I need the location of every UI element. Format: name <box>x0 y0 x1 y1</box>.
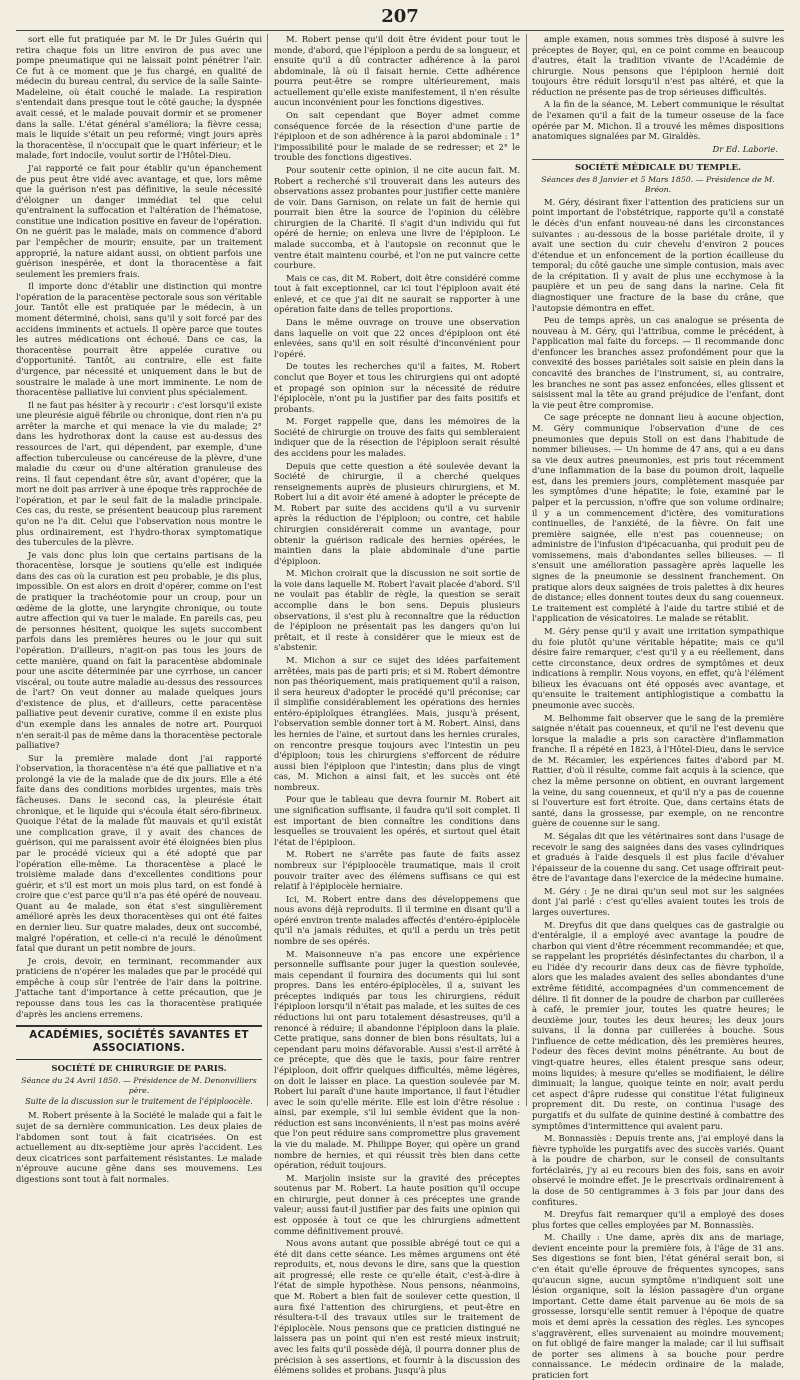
paragraph: M. Géry : Je ne dirai qu'un seul mot sur les saignées dont j'ai parlé : c'est qu'elles avaient toutes les trois de larges ouvertures. <box>532 885 784 917</box>
paragraph: M. Robert pense qu'il doit être évident pour tout le monde, d'abord, que l'épiploon a perdu de sa longueur, et ensuite qu'il a dû contracter adhérence à la paroi abdominale, là où il faisait hernie. Cette adhérence pourra peut-être se rompre ultérieurement, mais actuellement qu'elle existe manifestement, il n'en résulte aucun inconvénient pour les fonctions digestives. <box>274 34 520 108</box>
paragraph: M. Chailly : Une dame, après dix ans de mariage, devient enceinte pour la première fois, à l'âge de 31 ans. Ses digestions se font bien, l'état général serait bon, si c'en était qu'elle éprouve de fréquentes syncopes, sans qu'aucun signe, aucun symptôme n'indiquent soit une lésion organique, soit la lésion passagère d'un organe important. Cette dame était parvenue au 6e mois de sa grossesse, lorsqu'elle sentit remuer à l'époque de quatre mois et demi après la cessation des règles. Les syncopes s'aggravèrent, elles survenaient au moindre mouvement; on fut obligé de faire manger la malade; car il lui suffisait de porter ses alimens à sa bouche pour perdre connaissance. Le médecin ordinaire de la malade, praticien fort <box>532 1232 784 1380</box>
paragraph: Ici, M. Robert entre dans des développemens que nous avons déjà reproduits. Il il termine en disant qu'il a opéré environ trente malades affectés d'entéro-épiplocèle qu'il n'a jamais réduites, et qu'il a perdu un très petit nombre de ses opérés. <box>274 893 520 946</box>
header-rule <box>16 30 784 31</box>
paragraph: De toutes les recherches qu'il a faites, M. Robert conclut que Boyer et tous les chirurgiens qui ont adopté et propagé son opinion sur la nécessité de réduire l'épiplocèle, n'ont pu la justifier par des faits positifs et probants. <box>274 361 520 414</box>
paragraph: Ce sage précepte ne donnant lieu à aucune objection, M. Géry communique l'observation d'une de ces pneumonies que depuis Stoll on est dans l'habitude de nommer bilieuses. — Un homme de 47 ans, qui a eu dans sa vie deux autres pneumonies, est pris tout récemment d'une inflammation de la base du poumon droit, laquelle est, dans les premiers jours, complètement masquée par les symptômes d'une hépatite; le foie, examiné par le palper et la percussion, n'offre que son volume ordinaire; il y a un commencement d'ictère, des vomiturations continuelles, de l'anxiété, de la fièvre. On fait une première saignée, elle n'est pas couenneuse; on administre de l'infusion d'ipécacuanha, qui produit peu de vomissemens, mais d'abondantes selles bilieuses. — Il s'ensuit une amélioration passagère après laquelle les signes de la pneumonie se dessinent franchement. On pratique alors deux saignées de trois palettes à dix heures de distance; elles donnent toutes deux du sang couenneux. Le traitement est complété à l'aide du tartre stibié et de l'application de vésicatoires. Le malade se rétablit. <box>532 412 784 624</box>
column-1 <box>16 34 262 1184</box>
seance-line: Séance du 24 Avril 1850. — Présidence de M. Denonvilliers père. <box>21 1075 257 1095</box>
seance-line: Séances des 8 Janvier et 5 Mars 1850. — Présidence de M. Bréon. <box>541 175 775 194</box>
paragraph: ample examen, nous sommes très disposé à suivre les préceptes de Boyer, qui, en ce point comme en beaucoup d'autres, était la tradition vivante de l'Académie de chirurgie. Nous pensons que l'épiploon hernié doit toujours être réduit lorsqu'il n'est pas altéré, et que la réduction ne présente pas de trop sérieuses difficultés. <box>532 34 784 97</box>
page-number: 207 <box>381 6 419 27</box>
column-divider <box>526 34 527 1106</box>
paragraph: M. Ségalas dit que les vétérinaires sont dans l'usage de recevoir le sang des saignées dans des vases cylindriques et gradués à l'aide desquels il est plus facile d'évaluer l'épaisseur de la couenne du sang. Cet usage offrirait peut-être de l'avantage dans l'exercice de la médecine humaine. <box>532 830 784 884</box>
paragraph: Il importe donc d'établir une distinction qui montre l'opération de la paracentèse pectorale sous son véritable jour. Tantôt elle est pratiquée par le médecin, à un moment déterminé, choisi, sans qu'il y soit forcé par des accidens imminents et actuels. Il opère parce que toutes les autres médications ont échoué. Dans ce cas, la thoracentèse pourrait être appelée curative ou d'opportunité. Tantôt, au contraire, elle est faite d'urgence, par nécessité et uniquement dans le but de soustraire le malade à une mort imminente. Le nom de thoracentèse palliative lui convient plus spécialement. <box>16 281 262 398</box>
paragraph: M. Dreyfus fait remarquer qu'il a employé des doses plus fortes que celles employées par M. Bonnassiès. <box>532 1209 784 1230</box>
paragraph: Je vais donc plus loin que certains partisans de la thoracentèse, lorsque je soutiens qu'elle est indiquée dans des cas où la curation est peu probable, je dis plus, impossible. On est alors en droit d'opérer, comme on l'est de pratiquer la trachéotomie pour un croup, pour un œdème de la glotte, une laryngite chronique, ou toute autre affection qui va tuer le malade. En pareils cas, peu de personnes hésitent, quoique les sujets succombent parfois dans les premières heures ou le jour qui suit l'opération. D'ailleurs, n'agit-on pas tous les jours de cette manière, quand on fait la paracentèse abdominale pour une ascite déterminée par une cyrrhose, un cancer viscéral, ou toute autre maladie au-dessus des ressources de l'art? On veut donner au malade quelques jours d'existence de plus, et d'ailleurs, cette paracentèse palliative peut devenir curative, comme il en existe plus d'un exemple dans les annales de notre art. Pourquoi n'en serait-il pas de même dans la thoracentèse pectorale palliative? <box>16 549 262 751</box>
paragraph: M. Marjolin insiste sur la gravité des préceptes soutenus par M. Robert. La haute position qu'il occupe en chirurgie, peut donner à ces préceptes une grande valeur; aussi faut-il justifier par des faits une opinion qui est opposée à tout ce que les chirurgiens admettent comme définitivement prouvé. <box>274 1172 520 1236</box>
paragraph: M. Dreyfus dit que dans quelques cas de gastralgie ou d'entéralgie, il a employé avec avantage la poudre de charbon qui vient d'être récemment recommandée; et que, se rappelant les propriétés désinfectantes du charbon, il a eu l'idée d'y recourir dans deux cas de fièvre typhoïde, alors que les malades avaient des selles abondantes d'une extrême fétidité, accompagnées d'un commencement de délire. Il fit donner de la poudre de charbon par cuillerées à café, le premier jour, toutes les quatre heures; le deuxième jour, toutes les deux heures; les deux jours suivans, il la donna par cuillerées à bouche. Sous l'influence de cette médication, dès les premières heures, l'odeur des fèces devint moins pénétrante. Au bout de vingt-quatre heures, elles étaient presque sans odeur, moins liquides; à mesure qu'elles se modifiaient, le délire diminuait; la langue, quoique teinte en noir, avait perdu cet aspect d'âpre rudesse qui constitue l'état fuligineux proprement dit. Du reste, on continua l'usage des purgatifs et du sulfate de quinine destiné à combattre des symptômes d'intermittence qui avaient paru. <box>532 919 784 1131</box>
paragraph: M. Bonnassiès : Depuis trente ans, j'ai employé dans la fièvre typhoïde les purgatifs avec des succès variés. Quant à la poudre de charbon, sur le conseil de consultants fortéclairés, j'y ai eu recours bien des fois, sans en avoir observé le moindre effet. Je le prescrivais ordinairement à la dose de 50 centigrammes à 3 fois par jour dans des confitures. <box>532 1133 784 1207</box>
paragraph: M. Forget rappelle que, dans les mémoires de la Société de chirurgie on trouve des faits qui sembleraient indiquer que de la résection de l'épiploon serait résulté des accidens pour les malades. <box>274 416 520 458</box>
section-heading: ACADÉMIES, SOCIÉTÉS SAVANTES ET ASSOCIATIONS. <box>16 1025 262 1060</box>
column-3 <box>532 34 784 1380</box>
paragraph: Je crois, devoir, en terminant, recommander aux praticiens de n'opérer les malades que par le procédé qui empêche à coup sûr l'entrée de l'air dans la poitrine. J'attache tant d'importance à cette précaution, que je repousse dans tous les cas la thoracentèse pratiquée d'après les anciens erremens. <box>16 955 262 1019</box>
paragraph: A la fin de la séance, M. Lebert communique le résultat de l'examen qu'il a fait de la tumeur osseuse de la face opérée par M. Michon. Il a trouvé les mêmes dispositions anatomiques signalées par M. Giraldès. <box>532 99 784 142</box>
paragraph: sort elle fut pratiquée par M. le Dr Jules Guérin qui retira chaque fois un litre environ de pus avec une pompe pneumatique qui ne laissait point pénétrer l'air. Ce fut à ce moment que je fus chargé, en qualité de médecin du bureau central, du service de la salle Sainte-Madeleine, où était couché le malade. La respiration s'entendait dans presque tout le côté gauche; la dyspnée avait cessé, et le malade pouvait dormir et se promener dans la salle. L'état général s'améliora; la fièvre cessa; mais le liquide s'était un peu reformé; vingt jours après la thoracentèse, il n'occupait que le quart inférieur; et le malade, fort indocile, voulut sortir de l'Hôtel-Dieu. <box>16 34 262 161</box>
author-signature: Dr Ed. Laborie. <box>712 143 778 154</box>
society-title: SOCIÉTÉ MÉDICALE DU TEMPLE. <box>532 159 784 174</box>
paragraph: Dans le même ouvrage on trouve une observation dans laquelle on voit que 22 onces d'épiploon ont été enlevées, sans qu'il en soit résulté d'inconvénient pour l'opéré. <box>274 317 520 359</box>
society-title: SOCIÉTÉ DE CHIRURGIE DE PARIS. <box>51 1063 227 1074</box>
paragraph: M. Géry pense qu'il y avait une irritation sympathique du foie plutôt qu'une véritable hépatite; mais ce qu'il désire faire remarquer, c'est qu'il y a eu réellement, dans cette circonstance, deux ordres de symptômes et deux indications à remplir. Nous voyons, en effet, qu'à l'élément bilieux les évacuans ont été opposés avec avantage, et qu'ensuite le traitement antiphlogistique a combattu la pneumonie avec succès. <box>532 625 784 710</box>
paragraph: M. Belhomme fait observer que le sang de la première saignée n'était pas couenneux, et qu'il ne l'est devenu que lorsque la maladie a pris son caractère d'inflammation franche. Il a répété en 1823, à l'Hôtel-Dieu, dans le service de M. Récamier, les expériences faites d'abord par M. Rattier, d'où il résulte, comme fait acquis à la science, que chez la même personne on obtient, en ouvrant largement la veine, du sang couenneux, et qu'il n'y a pas de couenne si l'ouverture est fort étroite. Que, dans certains états de santé, dans la grossesse, par exemple, on ne rencontre guère de couenne sur le sang. <box>532 712 784 829</box>
paragraph: Depuis que cette question a été soulevée devant la Société de chirurgie, il a cherché quelques renseignements auprès de plusieurs chirurgiens, et M. Robert lui a dit avoir été amené à adopter le précepte de M. Robert par suite des accidens qu'il a vu survenir après la réduction de l'épiploon; ou contre, cet habile chirurgien considérerait comme un avantage, pour obtenir la guérison radicale des hernies opérées, le maintien dans la plaie abdominale d'une partie d'épiploon. <box>274 460 520 566</box>
discussion-topic: Suite de la discussion sur le traitement de l'épiploocèle. <box>25 1097 253 1107</box>
paragraph: M. Michon croirait que la discussion ne soit sortie de la voie dans laquelle M. Robert l'avait placée d'abord. S'il ne voulait pas établir de règle, la question se serait accomplie dans le bon sens. Depuis plusieurs observations, il s'est plu à reconnaître que la réduction de l'épiploon ne présentait pas les dangers qu'on lui prêtait, et il reste à considérer que le mieux est de s'abstenir. <box>274 568 520 653</box>
paragraph: M. Robert présente à la Société le malade qui a fait le sujet de sa dernière communication. Les deux plaies de l'abdomen sont tout à fait cicatrisées. On est actuellement au dix-septième jour après l'accident. Les deux cicatrices sont parfaitement résistantes. Le malade n'éprouve aucune gêne dans ses mouvemens. Les digestions sont tout à fait normales. <box>16 1110 262 1184</box>
column-2 <box>274 34 520 1376</box>
paragraph: Pour que le tableau que devra fournir M. Robert ait une signification suffisante, il faudra qu'il soit complet. Il est important de bien connaître les conditions dans lesquelles se trouvaient les opérés, et surtout quel était l'état de l'épiploon. <box>274 794 520 847</box>
paragraph: M. Michon a sur ce sujet des idées parfaitement arrêtées, mais pas de parti pris; et si M. Robert démontre non pas théoriquement, mais pratiquement qu'il a raison, il sera heureux d'adopter le procédé qu'il préconise; car il simplifie considérablement les opérations des hernies entéro-épiploïques étranglées. Mais, jusqu'à présent, l'observation semble donner tort à M. Robert. Ainsi, dans les hernies de l'aine, et surtout dans les hernies crurales, on rencontre presque toujours avec l'intestin un peu d'épiploon; tous les chirurgiens s'efforcent de réduire aussi bien l'épiploon que l'intestin; dans plus de vingt cas, M. Michon a ainsi fait, et les succès ont été nombreux. <box>274 654 520 792</box>
paragraph: Peu de temps après, un cas analogue se présenta de nouveau à M. Géry, qui l'attribua, comme le précédent, à l'application mal faite du forceps. — Il recommande donc d'enfoncer les branches assez profondément pour que la convexité des bosses pariétales soit saisie en plein dans la concavité des branches de l'instrument, si, au contraire, les branches ne sont pas assez enfoncées, elles glissent et saisissent mal la tête au grand préjudice de l'enfant, dont la vie peut être compromise. <box>532 315 784 410</box>
column-divider <box>267 34 268 1106</box>
paragraph: Mais ce cas, dit M. Robert, doit être considéré comme tout à fait exceptionnel, car ici tout l'épiploon avait été enlevé, et ce que j'ai dit ne saurait se rapporter à une opération faite dans de telles proportions. <box>274 272 520 315</box>
paragraph: M. Robert ne s'arrête pas faute de faits assez nombreux sur l'épiploocèle traumatique, mais il croit pouvoir traiter avec des élémens suffisans ce qui est relatif à l'épiplocèle herniaire. <box>274 849 520 892</box>
paragraph: M. Maisonneuve n'a pas encore une expérience personnelle suffisante pour juger la question soulevée, mais cependant il fournira des documents qui lui sont propres. Dans les entéro-épiplocèles, il a, suivant les préceptes indiqués par tous les chirurgiens, réduit l'épiploon lorsqu'il n'était pas malade, et les suites de ces réductions lui ont paru totalement désastreuses, qu'il a renoncé à réduire; il abandonne l'épiploon dans la plaie. Cette pratique, sans donner de bien bons résultats, lui a cependant paru moins défavorable. Aussi s'est-il arrêté à ce précepte, que dès que le taxis, pour faire rentrer l'épiploon, doit offrir quelques difficultés, même légères, on doit le laisser en place. La question soulevée par M. Robert lui paraît d'une haute importance, il faut l'étudier avec le soin qu'elle mérite. Elle est loin d'être résolue : ainsi, par exemple, s'il lui semble évident que la non-réduction est sans inconvénients, il n'est pas moins avéré que l'on peut réduire sans compromettre plus gravement la vie du malade. M. Philippe Boyer, qui opère un grand nombre de hernies, et qui réussit très bien dans cette opération, réduit toujours. <box>274 948 520 1171</box>
paragraph: J'ai rapporté ce fait pour établir qu'un épanchement de pus peut être vidé avec avantage, et que, lors même que la guérison n'est pas définitive, la seule nécessité d'éloigner un danger immédiat tel que celui qu'entrainent la suffocation et l'altération de l'hématose, constitue une indication positive en faveur de l'opération. On ne guérit pas le malade, mais on commence d'abord par l'empêcher de mourir; ensuite, par un traitement approprié, la nature aidant aussi, on obtient parfois une guérison inespérée, et dont la thoracentèse a fait seulement les premiers frais. <box>16 162 262 279</box>
paragraph: Sur la première malade dont j'ai rapporté l'observation, la thoracentèse n'a été que palliative et n'a prolongé la vie de la malade que de dix jours. Elle a été faite dans des conditions morbides urgentes, mais très fâcheuses. Dans le second cas, la pleurésie était chronique, et le liquide qui s'écoula était séro-fibrineux. Quoique l'état de la malade fût mauvais et qu'il existât une complication grave, il y avait des chances de guérison, qui me paraissent avoir été éloignées bien plus par le procédé vicieux qui a été adopté que par l'opération elle-même. La thoracentèse a placé le troisième malade dans d'excellentes conditions pour guérir, et s'il est mort un mois plus tard, on est fondé à croire que c'est parce qu'il n'a pas été opéré de nouveau. Quant au 4e malade, son état s'est singulièrement amélioré après les deux thoracentèses qui ont été faites en dernier lieu. Sur quatre malades, deux ont succombé, malgré l'opération, et celle-ci n'a reculé le dénoûment fatal que durant un petit nombre de jours. <box>16 752 262 954</box>
paragraph: Pour soutenir cette opinion, il ne cite aucun fait. M. Robert a recherché s'il trouverait dans les auteurs des observations assez probantes pour justifier cette manière de voir. Dans Garnison, on relate un fait de hernie qui pourrait bien être la source de l'opinion du célèbre chirurgien de la Charité. Il s'agit d'un individu qui fut opéré de hernie; on enleva une livre de l'épiploon. Le malade succomba, et à l'autopsie on reconnut que le ventre était maintenu courbé, et l'on ne put vaincre cette courbure. <box>274 164 520 271</box>
paragraph: On sait cependant que Boyer admet comme conséquence forcée de la résection d'une partie de l'épiploon et de son adhérence à la paroi abdominale : 1° l'impossibilité pour le malade de se redresser; et 2° le trouble des fonctions digestives. <box>274 110 520 163</box>
paragraph: M. Géry, désirant fixer l'attention des praticiens sur un point important de l'obstétrique, rapporte qu'il a constaté le décès d'un enfant nouveau-né dans les circonstances suivantes : au-dessous de la bosse pariétale droite, il y avait une section du cuir chevelu d'environ 2 pouces d'étendue et un enfoncement de la portion écailleuse du temporal; du côté gauche une simple contusion, mais avec de la crépitation. Il y avait de plus une ecchymose à la paupière et un peu de sang dans la narine. Cela fit diagnostiquer une fracture de la base du crâne, que l'autopsie démontra en effet. <box>532 196 784 313</box>
paragraph: Nous avons autant que possible abrégé tout ce qui a été dit dans cette séance. Les mêmes argumens ont été reproduits, et, nous devons le dire, sans que la question ait progressé; elle reste ce qu'elle était, c'est-à-dire à l'état de simple hypothèse. Nous pensons, néanmoins, que M. Robert a bien fait de soulever cette question, il aura fixé l'attention des chirurgiens, et peut-être en résultera-t-il des travaux utiles sur le traitement de l'épiplocèle. Nous pensons que ce praticien distingué ne laissera pas un point qui n'en est resté mieux instruit; avec les faits qu'il possède déjà, il pourra donner plus de précision à ses assertions, et fournir à la discussion des élémens solides et probans. Jusqu'à plus <box>274 1238 520 1376</box>
paragraph: Il ne faut pas hésiter à y recourir : c'est lorsqu'il existe une pleurésie aiguë fébrile ou chronique, dont rien n'a pu arrêter la marche et qui menace la vie du malade; 2° dans les hydrothorax dont la cause est au-dessus des ressources de l'art, qui dépendent, par exemple, d'une affection tuberculeuse ou cancéreuse de la plèvre, d'une maladie du cœur ou d'une altération granuleuse des reins. Il faut cependant être sûr, avant d'opérer, que la mort ne doit pas arriver à une époque très rapprochée de l'opération, et par le seul fait de la maladie principale. Ces cas, du reste, se présentent beaucoup plus rarement qu'on ne l'a dit. Celui que l'observation nous montre le plus ordinairement, est l'hydro-thorax symptomatique des tubercules de la plèvre. <box>16 399 262 548</box>
